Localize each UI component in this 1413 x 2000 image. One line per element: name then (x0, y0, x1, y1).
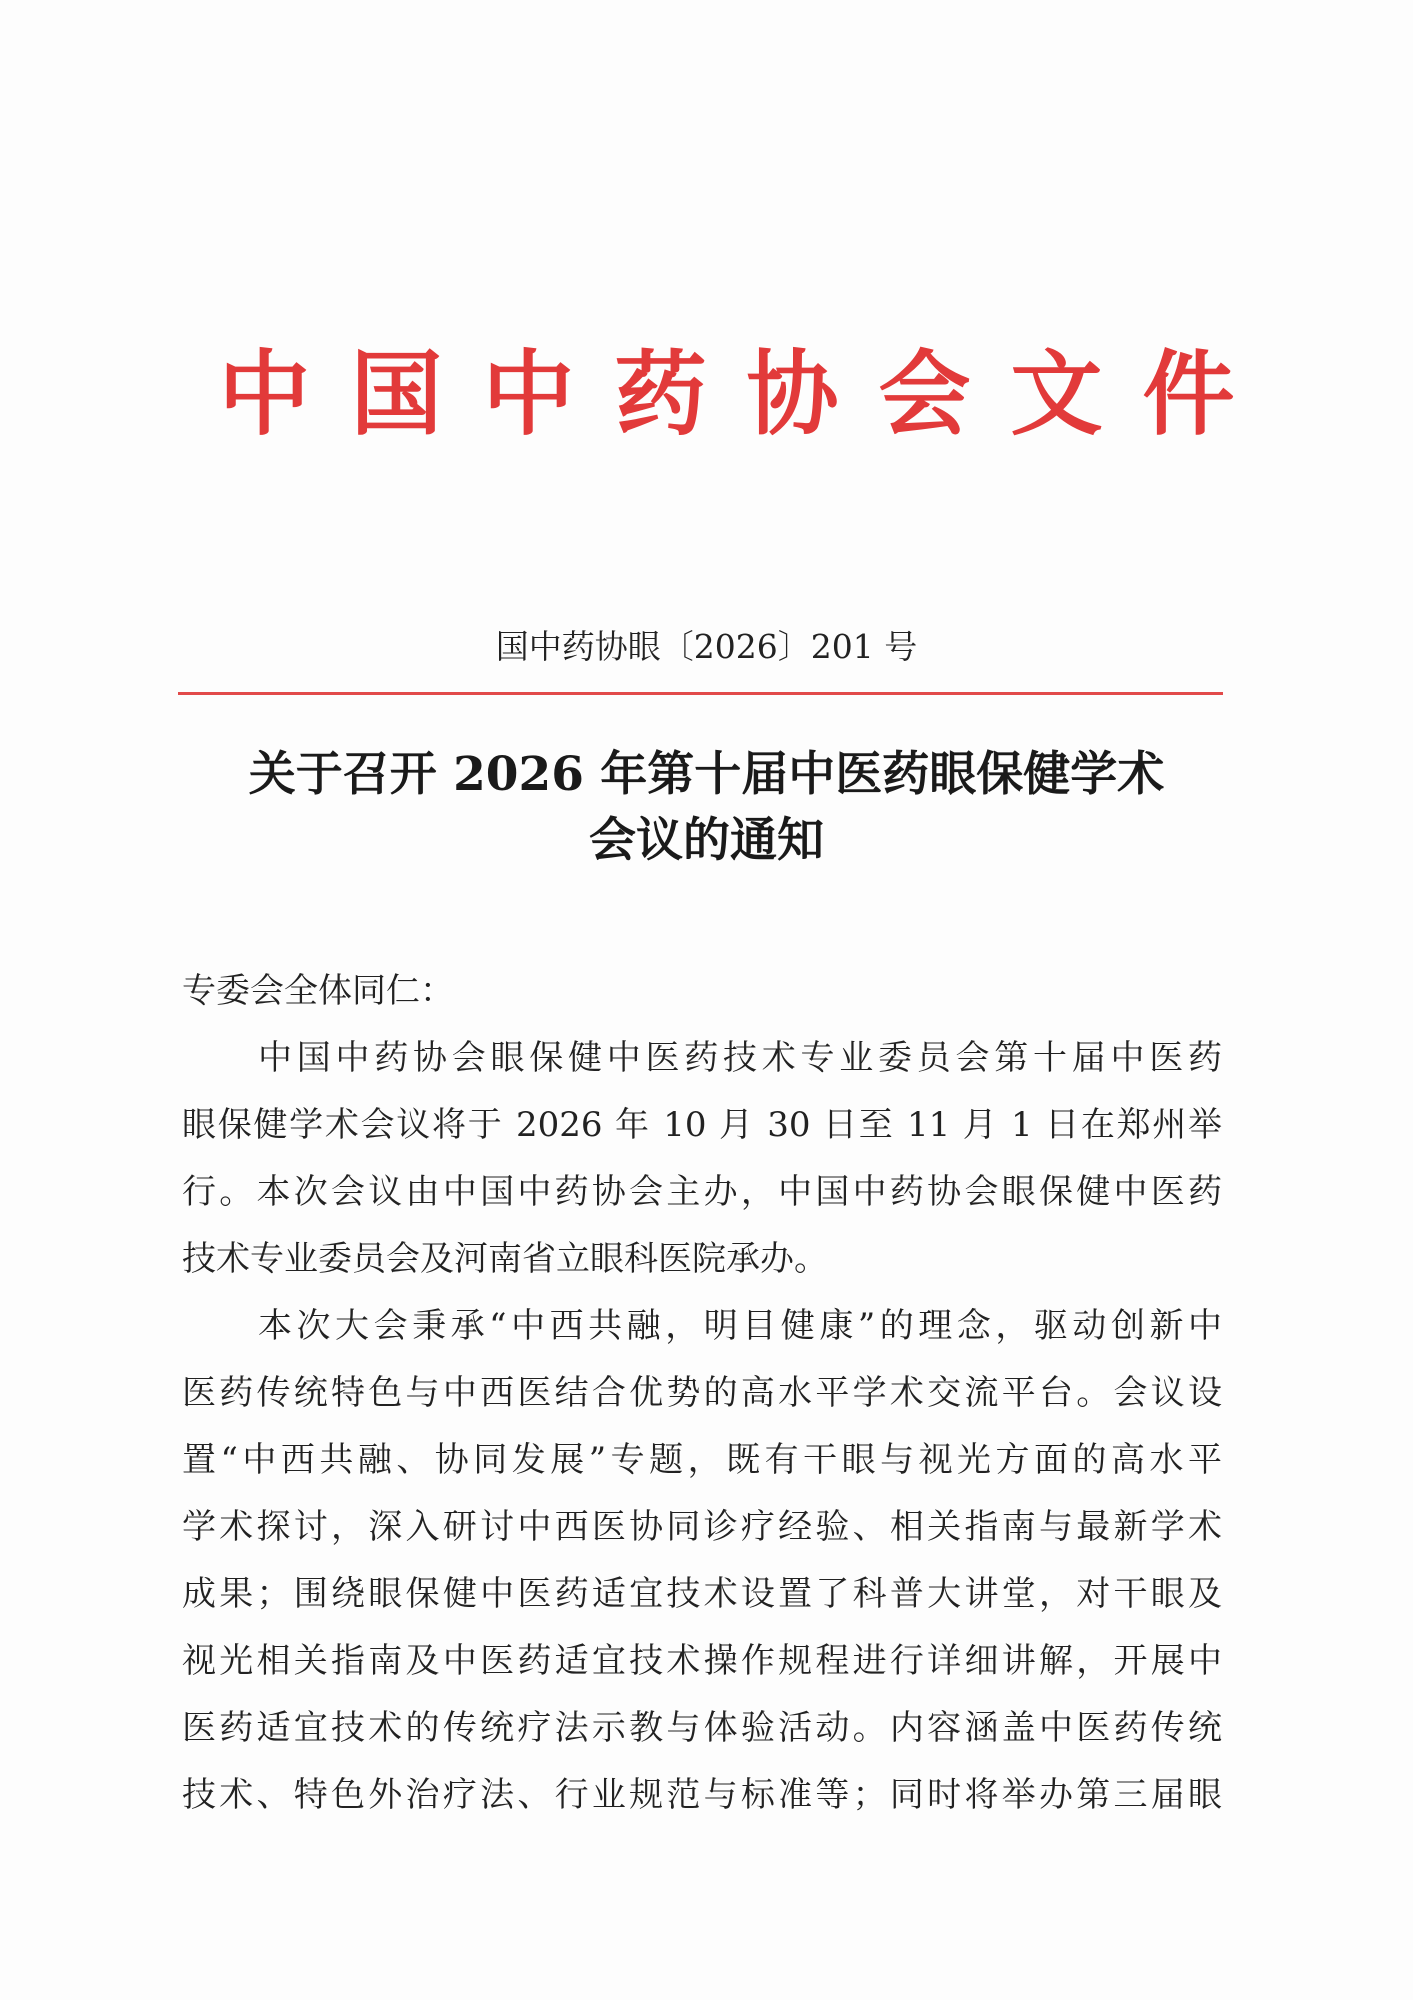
notice-body (182, 958, 1222, 1829)
document-number: 国中药协眼〔2026〕201 号 (495, 627, 918, 666)
body-line: 技术、特色外治疗法、行业规范与标准等；同时将举办第三届眼 (182, 1775, 1222, 1815)
body-line: 中国中药协会眼保健中医药技术专业委员会第十届中医药 (258, 1038, 1222, 1078)
body-line: 学术探讨，深入研讨中西医协同诊疗经验、相关指南与最新学术 (182, 1507, 1222, 1547)
body-line: 医药传统特色与中西医结合优势的高水平学术交流平台。会议设 (182, 1373, 1222, 1413)
notice-title (150, 742, 1263, 874)
salutation: 专委会全体同仁： (182, 971, 454, 1011)
body-line: 视光相关指南及中医药适宜技术操作规程进行详细讲解，开展中 (182, 1641, 1222, 1681)
notice-title-line-1: 关于召开 2026 年第十届中医药眼保健学术 (248, 747, 1165, 802)
body-line: 置“中西共融、协同发展”专题，既有干眼与视光方面的高水平 (182, 1440, 1222, 1480)
body-line: 医药适宜技术的传统疗法示教与体验活动。内容涵盖中医药传统 (182, 1708, 1222, 1748)
red-divider-line (178, 692, 1223, 695)
body-line: 眼保健学术会议将于 2026 年 10 月 30 日至 11 月 1 日在郑州举 (182, 1105, 1222, 1145)
body-line: 技术专业委员会及河南省立眼科医院承办。 (182, 1239, 828, 1279)
body-line: 成果；围绕眼保健中医药适宜技术设置了科普大讲堂，对干眼及 (182, 1574, 1222, 1614)
masthead-title: 中国中药协会文件 (218, 341, 1275, 448)
body-line: 行。本次会议由中国中药协会主办，中国中药协会眼保健中医药 (182, 1172, 1222, 1212)
notice-title-line-2: 会议的通知 (589, 813, 824, 868)
body-line: 本次大会秉承“中西共融，明目健康”的理念，驱动创新中 (258, 1306, 1222, 1346)
